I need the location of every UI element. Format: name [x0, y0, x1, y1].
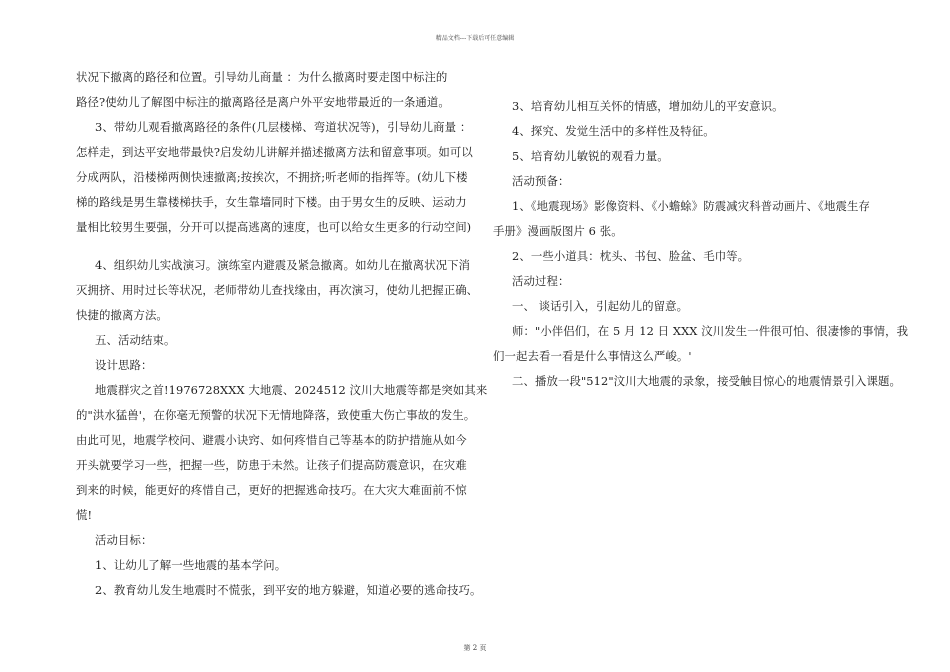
- text-line: 开头就要学习一些，把握一些，防患于未然。让孩子们提高防震意识，在灾难: [76, 458, 467, 472]
- text-line: 的"洪水猛兽'，在你毫无预警的状况下无情地降落，致使重大伤亡事故的发生。: [76, 408, 476, 422]
- text-line: 4、组织幼儿实战演习。演练室内避震及紧急撤离。如幼儿在撤离状况下消: [95, 258, 471, 272]
- text-line: 到来的时候，能更好的疼惜自己，更好的把握逃命技巧。在大灾大难面前不惊: [76, 483, 467, 497]
- text-line: 手册》漫画版图片 6 张。: [493, 224, 623, 238]
- text-line: 1、让幼儿了解一些地震的基本学问。: [95, 558, 287, 572]
- text-line: 2、一些小道具：枕头、书包、脸盆、毛巾等。: [512, 249, 750, 263]
- text-line: 2、教育幼儿发生地震时不慌张，到平安的地方躲避，知道必要的逃命技巧。: [95, 583, 482, 597]
- text-line: 师："小伴侣们，在 5 月 12 日 XXX 汶川发生一件很可怕、很凄惨的事情，我: [512, 324, 909, 338]
- text-line: 量相比较男生要强，分开可以提高逃离的速度，也可以给女生更多的行动空间): [76, 220, 472, 234]
- text-line: 由此可见，地震学校问、避震小诀窍、如何疼惜自己等基本的防护措施从如今: [76, 433, 467, 447]
- text-line: 路径?使幼儿了解图中标注的撤离路径是离户外平安地带最近的一条通道。: [76, 95, 450, 109]
- text-line: 状况下撤离的路径和位置。引导幼儿商量 ：为什么撤离时要走图中标注的: [76, 70, 448, 84]
- text-line: 快捷的撤离方法。: [76, 308, 168, 322]
- text-line: 5、培育幼儿敏锐的观看力量。: [512, 149, 669, 163]
- text-line: 们一起去看一看是什么事情这么严峻。': [493, 349, 692, 363]
- section-heading: 活动预备：: [512, 174, 570, 188]
- text-line: 分成两队，沿楼梯两侧快速撤离;按挨次，不拥挤;听老师的指挥等。(幼儿下楼: [76, 170, 468, 184]
- text-line: 二、播放一段"512"汶川大地震的录象，接受触目惊心的地震情景引入课题。: [512, 374, 901, 388]
- section-heading: 设计思路：: [95, 358, 153, 372]
- text-line: 梯的路线是男生靠楼梯扶手，女生靠墙同时下楼。由于男女生的反映、运动力: [76, 195, 467, 209]
- text-line: 3、培育幼儿相互关怀的情感，增加幼儿的平安意识。: [512, 99, 784, 113]
- right-column: [493, 94, 909, 394]
- page-number: 第 2 页: [463, 644, 487, 652]
- text-line: 1、《地震现场》影像资料、《小蟾蜍》防震减灾科普动画片、《地震生存: [512, 199, 870, 213]
- page-header: 精品文档---下载后可任意编辑: [435, 35, 515, 42]
- text-line: 4、探究、发觉生活中的多样性及特征。: [512, 124, 715, 138]
- left-column: [76, 65, 488, 603]
- section-heading: 五、活动结束。: [95, 333, 176, 347]
- text-line: 灭拥挤、用时过长等状况，老师带幼儿查找缘由，再次演习，使幼儿把握正确、: [76, 283, 479, 297]
- text-line: 一、 谈话引入，引起幼儿的留意。: [512, 299, 689, 313]
- text-line: 怎样走，到达平安地带最快?启发幼儿讲解并描述撤离方法和留意事项。如可以: [76, 145, 473, 159]
- text-line: 地震群灾之首!1976728XXX 大地震、2024512 汶川大地震等都是突如其来: [95, 383, 488, 397]
- text-line: 3、带幼儿观看撤离路径的条件(几层楼梯、弯道状况等)，引导幼儿商量 ：: [95, 120, 472, 134]
- section-heading: 活动目标：: [95, 533, 153, 547]
- text-line: 慌!: [76, 508, 93, 522]
- section-heading: 活动过程：: [512, 274, 570, 288]
